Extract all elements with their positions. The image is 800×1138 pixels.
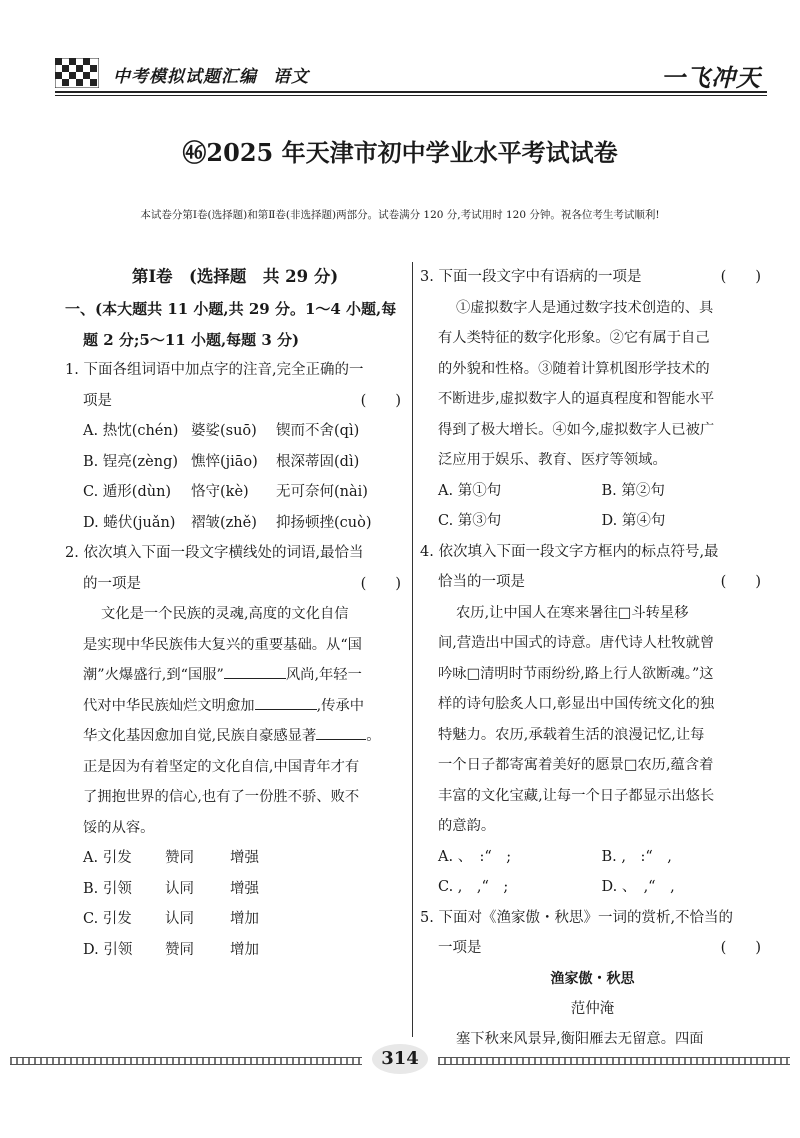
q3-answer-bracket: ( ): [720, 269, 761, 285]
q1-d-word1: D. 蜷伏(juǎn): [83, 514, 176, 531]
q2-b-word2: 认同: [165, 880, 194, 897]
q2-d-word2: 赞同: [165, 941, 194, 958]
poem-line1: 塞下秋来风景异,衡阳雁去无留意。四面: [456, 1031, 704, 1047]
q2-passage-seg1: 潮”火爆盛行,到“国服”: [83, 667, 224, 683]
q1-a-word2: 婆娑(suō): [191, 423, 257, 439]
q3-stem-text: 3. 下面一段文字中有语病的一项是: [420, 269, 642, 285]
q1-b-word3: 根深蒂固(dì): [276, 453, 360, 470]
q4-options-row1: [420, 842, 765, 873]
right-column: [420, 262, 765, 1055]
q2-c-word1: C. 引发: [83, 911, 132, 927]
q1-option-c: [65, 477, 405, 508]
q5-stem-line1: 5. 下面对《渔家傲・秋思》一词的赏析,不恰当的: [420, 909, 734, 926]
page-footer: [0, 1040, 800, 1080]
q5-answer-bracket: ( ): [720, 940, 761, 956]
q1-option-d: [65, 508, 405, 539]
section-title: 第Ⅰ卷 (选择题 共 29 分): [131, 267, 339, 286]
q5-stem-line2: [420, 933, 765, 964]
q1-a-word3: 锲而不舍(qì): [276, 423, 360, 439]
q4-option-a: A. 、 :“ ;: [438, 848, 512, 865]
q1-c-word1: C. 遁形(dùn): [83, 484, 172, 500]
subject-label: 语文: [273, 67, 309, 87]
header-rule: [55, 91, 767, 93]
q4-option-d: D. 、 ,“ ,: [601, 879, 675, 895]
q2-passage-seg2: 风尚,年轻一: [285, 667, 362, 683]
left-column: [65, 262, 405, 965]
series-title: [113, 62, 309, 87]
q2-stem-line2: [65, 569, 405, 600]
q4-passage-line5: 特魅力。农历,承载着生活的浪漫记忆,让每: [438, 726, 705, 743]
q2-blank-3: [316, 724, 366, 740]
q2-option-d: [65, 935, 405, 966]
q2-blank-2: [255, 694, 317, 710]
q1-b-word2: 憔悴(jiāo): [191, 453, 258, 470]
poem-title: 渔家傲・秋思: [550, 970, 635, 987]
footer-ornament-left: [10, 1057, 362, 1065]
q2-passage-line8: 馁的从容。: [83, 819, 155, 836]
q1-option-b: [65, 447, 405, 478]
q2-d-word1: D. 引领: [83, 941, 133, 958]
checker-pattern-icon: [55, 58, 99, 88]
q2-passage-seg5: 华文化基因愈加自觉,民族自豪感显著: [83, 728, 317, 744]
q4-passage-line3: 吟咏□清明时节雨纷纷,路上行人欲断魂。”这: [438, 665, 714, 682]
q3-passage-line6: 泛应用于娱乐、教育、医疗等领域。: [438, 452, 667, 468]
q2-passage-line1: 文化是一个民族的灵魂,高度的文化自信: [101, 606, 349, 622]
q1-stem-line1: 1. 下面各组词语中加点字的注音,完全正确的一: [65, 362, 364, 378]
q3-option-d: D. 第④句: [601, 513, 666, 529]
q1-c-word3: 无可奈何(nài): [276, 484, 368, 500]
q4-option-b: B. , :“ ,: [601, 848, 672, 865]
q2-passage-line4: [65, 691, 405, 722]
q3-option-c: C. 第③句: [438, 513, 502, 529]
brand-logo: 一飞冲天: [661, 64, 761, 92]
q3-option-b: B. 第②句: [601, 482, 665, 499]
q4-passage-line2: 间,营造出中国式的诗意。唐代诗人杜牧就曾: [438, 635, 715, 651]
q4-passage-line7: 丰富的文化宝藏,让每一个日子都显示出悠长: [438, 787, 715, 804]
q1-stem-text: 项是: [83, 392, 112, 409]
q2-option-c: [65, 904, 405, 935]
q2-option-a: [65, 843, 405, 874]
q2-stem-text: 的一项是: [83, 575, 141, 592]
q2-a-word1: A. 引发: [83, 850, 132, 866]
q4-stem-line1: 4. 依次填入下面一段文字方框内的标点符号,最: [420, 543, 719, 560]
page-header: [55, 48, 767, 98]
q2-b-word3: 增强: [230, 880, 259, 897]
q2-option-b: [65, 874, 405, 905]
q3-passage-line1: ①虚拟数字人是通过数字技术创造的、具: [456, 299, 714, 316]
q4-passage-line1: 农历,让中国人在寒来暑往□斗转星移: [456, 604, 689, 621]
q2-passage-seg3: 代对中华民族灿烂文明愈加: [83, 697, 255, 714]
q2-passage-seg6: 。: [366, 728, 381, 744]
q2-a-word3: 增强: [230, 850, 259, 866]
poem-author: 范仲淹: [570, 1001, 615, 1017]
q3-options-row2: [420, 506, 765, 537]
q1-d-word2: 褶皱(zhě): [191, 514, 257, 531]
q2-blank-1: [224, 663, 286, 679]
q4-options-row2: [420, 872, 765, 903]
q4-passage-line4: 样的诗句脍炙人口,彰显出中国传统文化的独: [438, 696, 715, 712]
q1-option-a: [65, 416, 405, 447]
q4-passage-line8: 的意韵。: [438, 818, 496, 834]
q3-stem-line1: [420, 262, 765, 293]
q4-option-c: C. , ,“ ;: [438, 879, 509, 895]
q3-option-a: A. 第①句: [438, 482, 502, 499]
q3-passage-line5: 得到了极大增长。④如今,虚拟数字人已被广: [438, 421, 715, 438]
header-rule-thin: [55, 95, 767, 96]
q2-c-word3: 增加: [230, 911, 259, 927]
q1-a-word1: A. 热忱(chén): [83, 423, 179, 439]
q2-answer-bracket: ( ): [360, 575, 401, 592]
q2-passage-seg4: ,传承中: [316, 697, 364, 714]
q2-d-word3: 增加: [230, 941, 259, 958]
q3-passage-line2: 有人类特征的数字化形象。②它有属于自己: [438, 330, 710, 346]
q1-b-word1: B. 锃亮(zèng): [83, 453, 179, 470]
q4-passage-line6: 一个日子都寄寓着美好的愿景□农历,蕴含着: [438, 757, 714, 773]
q2-a-word2: 赞同: [165, 850, 194, 866]
q1-c-word2: 恪守(kè): [191, 484, 249, 500]
q1-stem-line2: [65, 386, 405, 417]
q3-passage-line3: 的外貌和性格。③随着计算机图形学技术的: [438, 360, 710, 377]
column-divider: [412, 262, 413, 1037]
q2-passage-line6: 正是因为有着坚定的文化自信,中国青年才有: [83, 758, 360, 775]
q4-stem-line2: [420, 567, 765, 598]
page-number: 314: [372, 1044, 428, 1074]
q2-passage-line2: 是实现中华民族伟大复兴的重要基础。从“国: [83, 636, 362, 653]
footer-ornament-right: [438, 1057, 790, 1065]
q1-d-word3: 抑扬顿挫(cuò): [276, 514, 372, 531]
q2-b-word1: B. 引领: [83, 880, 132, 897]
q5-stem-text: 一项是: [438, 940, 482, 956]
series-title-text: 中考模拟试题汇编: [113, 67, 257, 87]
part-heading-line1: 一、(本大题共 11 小题,共 29 分。1～4 小题,每: [65, 300, 397, 318]
q2-c-word2: 认同: [165, 911, 194, 927]
part-heading-line2: 题 2 分;5～11 小题,每题 3 分): [83, 330, 300, 349]
q2-passage-line3: [65, 660, 405, 691]
q3-options-row1: [420, 476, 765, 507]
q4-stem-text: 恰当的一项是: [438, 574, 525, 590]
exam-title: ㊻2025 年天津市初中学业水平考试试卷: [182, 138, 618, 167]
q4-answer-bracket: ( ): [720, 574, 761, 590]
q2-stem-line1: 2. 依次填入下面一段文字横线处的词语,最恰当: [65, 545, 364, 561]
q3-passage-line4: 不断进步,虚拟数字人的逼真程度和智能水平: [438, 391, 715, 407]
q2-passage-line7: 了拥抱世界的信心,也有了一份胜不骄、败不: [83, 789, 360, 805]
exam-instructions: 本试卷分第Ⅰ卷(选择题)和第Ⅱ卷(非选择题)两部分。试卷满分 120 分,考试用时 120 分钟。祝各位考生考试顺利!: [140, 209, 660, 221]
q1-answer-bracket: ( ): [360, 392, 401, 409]
q2-passage-line5: [65, 721, 405, 752]
